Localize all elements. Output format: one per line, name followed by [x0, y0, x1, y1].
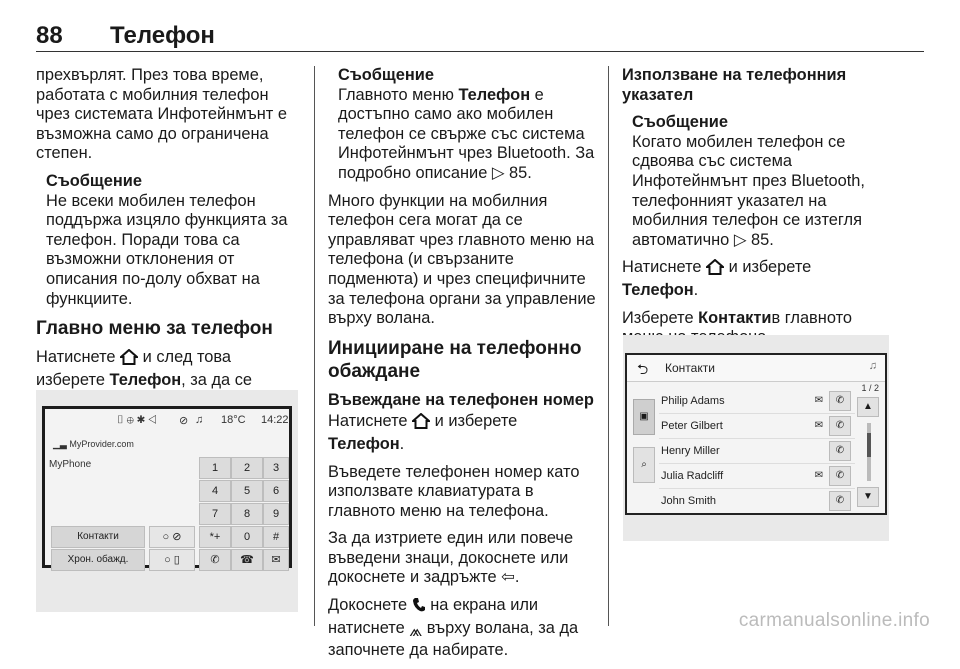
- paragraph: Натиснете и изберете Телефон.: [622, 258, 812, 299]
- note-text: Не всеки мобилен телефон поддържа изцяло функцията за телефон. Поради това са възможни отклонения от описания по-долу обхват на функциите.: [46, 191, 288, 308]
- section-heading: Иницииране на телефонно обаждане: [328, 337, 582, 382]
- phone-name: MyPhone: [49, 459, 92, 470]
- home-icon: [120, 349, 138, 371]
- scroll-up-button[interactable]: ▲: [857, 397, 879, 417]
- paragraph: Натиснете и изберете Телефон.: [328, 412, 518, 453]
- key-9[interactable]: 9: [263, 503, 289, 525]
- watermark: carmanualsonline.info: [738, 610, 930, 631]
- hangup-icon[interactable]: ☎: [231, 549, 263, 571]
- key-hash[interactable]: #: [263, 526, 289, 548]
- key-8[interactable]: 8: [231, 503, 263, 525]
- column-divider: [608, 66, 609, 626]
- note-title: Съобщение: [338, 66, 434, 84]
- text: Натиснете: [36, 348, 121, 367]
- music-icon: ♫: [195, 414, 204, 426]
- scrollbar-track[interactable]: [867, 423, 871, 481]
- menu-term: Телефон: [109, 370, 182, 389]
- paragraph: За да изтриете един или повече въведени знаци, докоснете или докоснете и задръжте ⇦.: [328, 529, 574, 587]
- key-star[interactable]: *+: [199, 526, 231, 548]
- note-text: Когато мобилен телефон се сдвоява със система Инфотейнмънт през Bluetooth, телефонният указател на мобилния телефон се изтегля автоматично ▷ 85.: [632, 132, 865, 249]
- mute-mic-icon[interactable]: ○ ⊘: [149, 526, 195, 548]
- phone-icon: [412, 597, 426, 619]
- column-divider: [314, 66, 315, 626]
- paragraph: Изберете Контактив главното: [622, 308, 853, 327]
- note-box: [622, 113, 890, 250]
- call-icon[interactable]: ✆: [199, 549, 231, 571]
- phone-screen-illustration: [36, 390, 298, 612]
- note-title: Съобщение: [46, 171, 142, 190]
- paragraph: прехвърлят. През това време, работата с мобилния телефон чрез системата Инфотейнмънт е възможна само до ограничена степен.: [36, 66, 287, 163]
- note-box: [328, 66, 596, 184]
- call-icon[interactable]: ✆: [829, 466, 851, 486]
- text: и след това изберете: [36, 348, 232, 389]
- key-1[interactable]: 1: [199, 457, 231, 479]
- call-icon[interactable]: ✆: [829, 391, 851, 411]
- note-text: Главното меню Телефон е достъпно само ако мобилен телефон се свърже със система Инфотейнмънт чрез Bluetooth. За подробно описание ▷ 85.: [338, 85, 595, 182]
- search-icon[interactable]: ⌕: [633, 447, 655, 483]
- contact-row[interactable]: Henry Miller ✆: [659, 439, 855, 464]
- note-box: [36, 172, 301, 309]
- key-4[interactable]: 4: [199, 480, 231, 502]
- subsection-heading: Използване на телефонния указател: [622, 66, 847, 104]
- sms-icon[interactable]: ✉: [814, 470, 823, 481]
- contacts-tab-icon[interactable]: ▣: [633, 399, 655, 435]
- key-2[interactable]: 2: [231, 457, 263, 479]
- back-icon[interactable]: ⮌: [637, 361, 649, 377]
- column-2: [328, 66, 596, 669]
- home-icon: [412, 413, 430, 435]
- key-3[interactable]: 3: [263, 457, 289, 479]
- music-icon[interactable]: ♫: [868, 360, 877, 372]
- call-icon[interactable]: ✆: [829, 416, 851, 436]
- note-title: Съобщение: [632, 113, 728, 132]
- reference-arrow-icon: ▷: [491, 163, 505, 182]
- signal-icon: ▁▃: [53, 439, 67, 449]
- key-5[interactable]: 5: [231, 480, 263, 502]
- phone-screen: [42, 406, 292, 568]
- call-icon[interactable]: ✆: [829, 491, 851, 511]
- contact-row[interactable]: Peter Gilbert ✉ ✆: [659, 414, 855, 439]
- paragraph: Много функции на мобилния телефон сега могат да се управляват чрез главното меню на телефона (и свързаните подменюта) и чрез специфичните за телефона органи за управление върху волана.: [328, 191, 596, 328]
- scroll-down-button[interactable]: ▼: [857, 487, 879, 507]
- contact-row[interactable]: Philip Adams ✉ ✆: [659, 389, 855, 414]
- paragraph: Въведете телефонен номер като използвате клавиатурата в главното меню на телефона.: [328, 462, 580, 520]
- key-6[interactable]: 6: [263, 480, 289, 502]
- section-heading: Главно меню за телефон: [36, 318, 273, 340]
- handsfree-icon[interactable]: ○ ▯: [149, 549, 195, 571]
- contacts-screen: [625, 353, 887, 515]
- contact-row[interactable]: John Smith ✆: [659, 489, 855, 513]
- voicemail-icon[interactable]: ✉: [263, 549, 289, 571]
- clock: 14:22: [261, 414, 289, 426]
- key-0[interactable]: 0: [231, 526, 263, 548]
- page-number: 88: [36, 22, 63, 49]
- sms-icon[interactable]: ✉: [814, 420, 823, 431]
- status-icons: ⌷ ⊕ ✱ ◁: [117, 414, 157, 426]
- subsection-heading: Въвеждане на телефонен номер: [328, 390, 594, 409]
- contact-row[interactable]: Julia Radcliff ✉ ✆: [659, 464, 855, 489]
- reference-arrow-icon: ▷: [733, 230, 747, 249]
- temperature: 18°C: [221, 414, 246, 426]
- call-icon[interactable]: ✆: [829, 441, 851, 461]
- call-history-button[interactable]: Хрон. обажд.: [51, 549, 145, 571]
- sms-icon[interactable]: ✉: [814, 395, 823, 406]
- contacts-button[interactable]: Контакти: [51, 526, 145, 548]
- page-header: [36, 22, 215, 50]
- voice-control-icon: ⩕: [409, 621, 423, 640]
- paragraph: Докоснете на екрана или натиснете ⩕ върху волана, за да започнете да набирате.: [328, 596, 579, 660]
- page-title: Телефон: [110, 22, 215, 49]
- contacts-title: Контакти: [665, 361, 715, 375]
- contacts-header: [627, 355, 885, 382]
- status-bar: [45, 409, 289, 431]
- text: , за да се: [181, 370, 253, 389]
- contacts-screen-illustration: [623, 335, 889, 541]
- column-3: [622, 66, 890, 356]
- column-1: [36, 66, 301, 418]
- scrollbar-thumb[interactable]: [867, 433, 871, 457]
- page-indicator: 1 / 2: [861, 383, 879, 393]
- nav-icon: ⊘: [179, 415, 189, 427]
- key-7[interactable]: 7: [199, 503, 231, 525]
- provider-name: ▁▃ MyProvider.com: [53, 439, 134, 449]
- home-icon: [706, 259, 724, 281]
- header-rule: [36, 51, 924, 52]
